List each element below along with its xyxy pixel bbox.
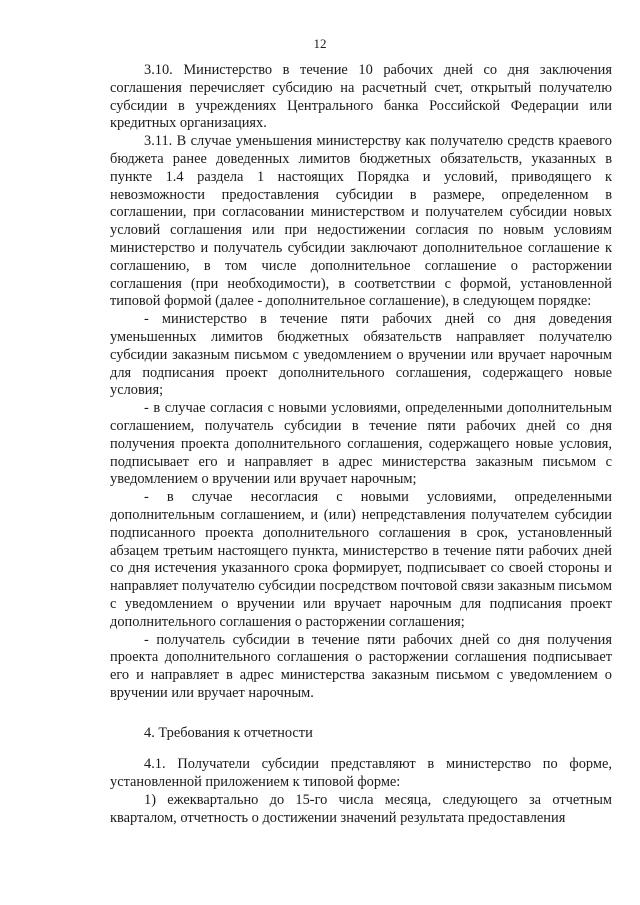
document-body [110,62,612,828]
list-item-ministry-sends: - министерство в течение пяти рабочих дней со дня доведения уменьшенных лимитов бюджетных обязательств направляет получателю субсидии заказным письмом с уведомлением о вручении или вручает нарочным для подписания проект дополнительного соглашения, содержащего новые условия; [110,311,612,399]
paragraph-3-11: 3.11. В случае уменьшения министерству как получателю средств краевого бюджета ранее доведенных лимитов бюджетных обязательств, указанных в пункте 1.4 раздела 1 настоящих Порядка и условий, приводящего к невозможности предоставления субсидии в размере, определенном в соглашении, при согласовании министерством и получателем субсидии новых условий соглашения или при недостижении согласия по новым условиям министерство и получатель субсидии заключают дополнительное соглашение к соглашению, в том числе дополнительное соглашение о расторжении соглашения (при необходимости), в соответствии с формой, установленной типовой формой (далее - дополнительное соглашение), в следующем порядке: [110,133,612,310]
section-heading: 4. Требования к отчетности [144,724,313,741]
list-item-quarterly-report: 1) ежеквартально до 15-го числа месяца, следующего за отчетным кварталом, отчетность о достижении значений результата предоставления [110,792,612,826]
list-item-disagreement: - в случае несогласия с новыми условиями, определенными дополнительным соглашением, и (или) непредставления получателем субсидии подписанного проекта дополнительного соглашения в срок, установленный абзацем третьим настоящего пункта, министерство в течение пяти рабочих дней со дня истечения указанного срока формирует, подписывает со своей стороны и направляет получателю субсидии посредством почтовой связи заказным письмом с уведомлением о вручении или вручает нарочным для подписания проект дополнительного соглашения о расторжении соглашения; [110,489,613,630]
list-item-termination-signing: - получатель субсидии в течение пяти рабочих дней со дня получения проекта дополнительного соглашения о расторжении соглашения подписывает его и направляет в адрес министерства заказным письмом с уведомлением о вручении или вручает нарочным. [110,631,612,701]
paragraph-4-1: 4.1. Получатели субсидии представляют в министерство по форме, установленной приложением к типовой форме: [110,756,612,791]
page-number: 12 [313,36,327,51]
paragraph-3-10: 3.10. Министерство в течение 10 рабочих дней со дня заключения соглашения перечисляет субсидию на расчетный счет, открытый получателю субсидии в учреждениях Центрального банка Российской Федерации или кредитных организациях. [110,62,612,132]
list-item-agreement-consent: - в случае согласия с новыми условиями, определенными дополнительным соглашением, получатель субсидии в течение пяти рабочих дней со дня получения проекта дополнительного соглашения, содержащего новые условия, подписывает его и направляет в адрес министерства заказным письмом с уведомлением о вручении или вручает нарочным; [110,400,612,488]
